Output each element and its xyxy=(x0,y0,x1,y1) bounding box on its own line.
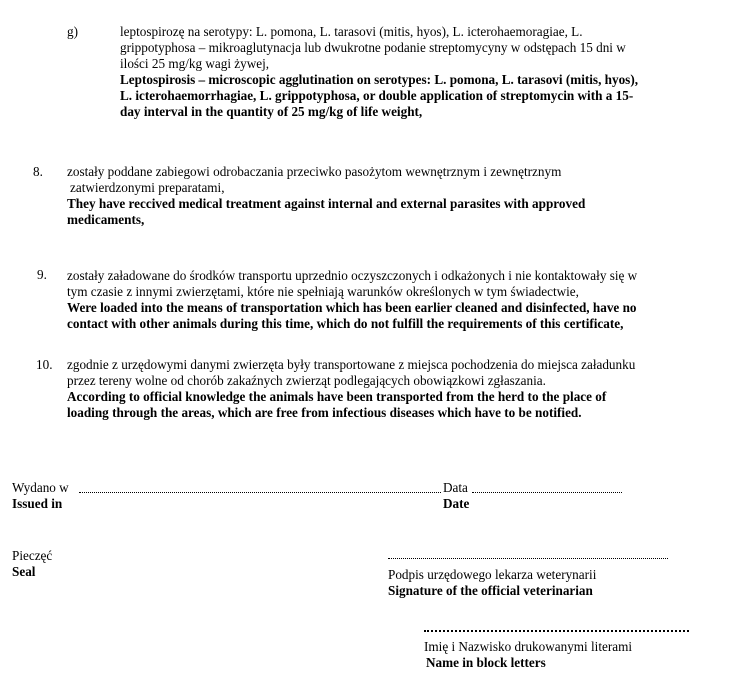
section-10-number: 10. xyxy=(36,357,53,372)
name-field[interactable] xyxy=(424,630,689,632)
section-g-en-line2: L. icterohaemorrhagiae, L. grippotyphosa, or double application of streptomycin with a 15- xyxy=(120,88,634,103)
section-8-en-line2: medicaments, xyxy=(67,212,145,227)
signature-label-pl: Podpis urzędowego lekarza weterynarii xyxy=(388,567,597,582)
section-9-pl-line1: zostały załadowane do środków transportu uprzednio oczyszczonych i odkażonych i nie kontaktowały się w xyxy=(67,268,638,283)
date-field[interactable] xyxy=(472,492,622,493)
section-10-en-line2: loading through the areas, which are free from infectious diseases which have to be notified. xyxy=(67,405,582,420)
section-9-en-line2: contact with other animals during this time, which do not fulfill the requirements of this certificate, xyxy=(67,316,624,331)
section-g-pl-line2: grippotyphosa – mikroaglutynacja lub dwukrotne podanie streptomycyny w odstępach 15 dni w xyxy=(120,40,626,55)
signature-label-en: Signature of the official veterinarian xyxy=(388,583,593,598)
section-g-pl-line3: ilości 25 mg/kg wagi żywej, xyxy=(120,56,270,71)
section-10-pl-line1: zgodnie z urzędowymi danymi zwierzęta były transportowane z miejsca pochodzenia do miejsca załadunku xyxy=(67,357,636,372)
section-10-en-line1: According to official knowledge the animals have been transported from the herd to the place of xyxy=(67,389,607,404)
name-label-en: Name in block letters xyxy=(426,655,546,670)
seal-label-pl: Pieczęć xyxy=(12,548,53,563)
section-8-number: 8. xyxy=(33,164,43,179)
issued-in-label-en: Issued in xyxy=(12,496,63,511)
section-g-text xyxy=(120,24,732,120)
section-9-text xyxy=(67,268,732,332)
seal-label-en: Seal xyxy=(12,564,36,579)
section-9-number: 9. xyxy=(37,267,47,282)
signature-field[interactable] xyxy=(388,558,668,559)
section-9-en-line1: Were loaded into the means of transportation which has been earlier cleaned and disinfected, have no xyxy=(67,300,637,315)
section-g-en-line3: day interval in the quantity of 25 mg/kg of life weight, xyxy=(120,104,423,119)
date-label-pl: Data xyxy=(443,480,468,495)
section-8-pl-line1: zostały poddane zabiegowi odrobaczania przeciwko pasożytom wewnętrznym i zewnętrznym xyxy=(67,164,562,179)
section-10-pl-line2: przez tereny wolne od chorób zakaźnych zwierząt podlegających obowiązkowi zgłaszania. xyxy=(67,373,546,388)
name-label-pl: Imię i Nazwisko drukowanymi literami xyxy=(424,639,633,654)
section-8-text xyxy=(67,164,727,228)
date-label-en: Date xyxy=(443,496,470,511)
issued-in-label-pl: Wydano w xyxy=(12,480,69,495)
section-9-pl-line2: tym czasie z innymi zwierzętami, które nie spełniają warunków określonych w tym świadectwie, xyxy=(67,284,579,299)
section-g-marker: g) xyxy=(67,24,78,39)
section-8-en-line1: They have reccived medical treatment against internal and external parasites with approved xyxy=(67,196,586,211)
section-g-en-line1: Leptospirosis – microscopic agglutination on serotypes: L. pomona, L. tarasovi (mitis, hyos), xyxy=(120,72,639,87)
section-8-pl-line2: zatwierdzonymi preparatami, xyxy=(70,180,225,195)
issued-in-field[interactable] xyxy=(79,492,441,493)
section-g-pl-line1: leptospirozę na serotypy: L. pomona, L. tarasovi (mitis, hyos), L. icterohaemoragiae, L. xyxy=(120,24,583,39)
section-10-text xyxy=(67,357,732,421)
